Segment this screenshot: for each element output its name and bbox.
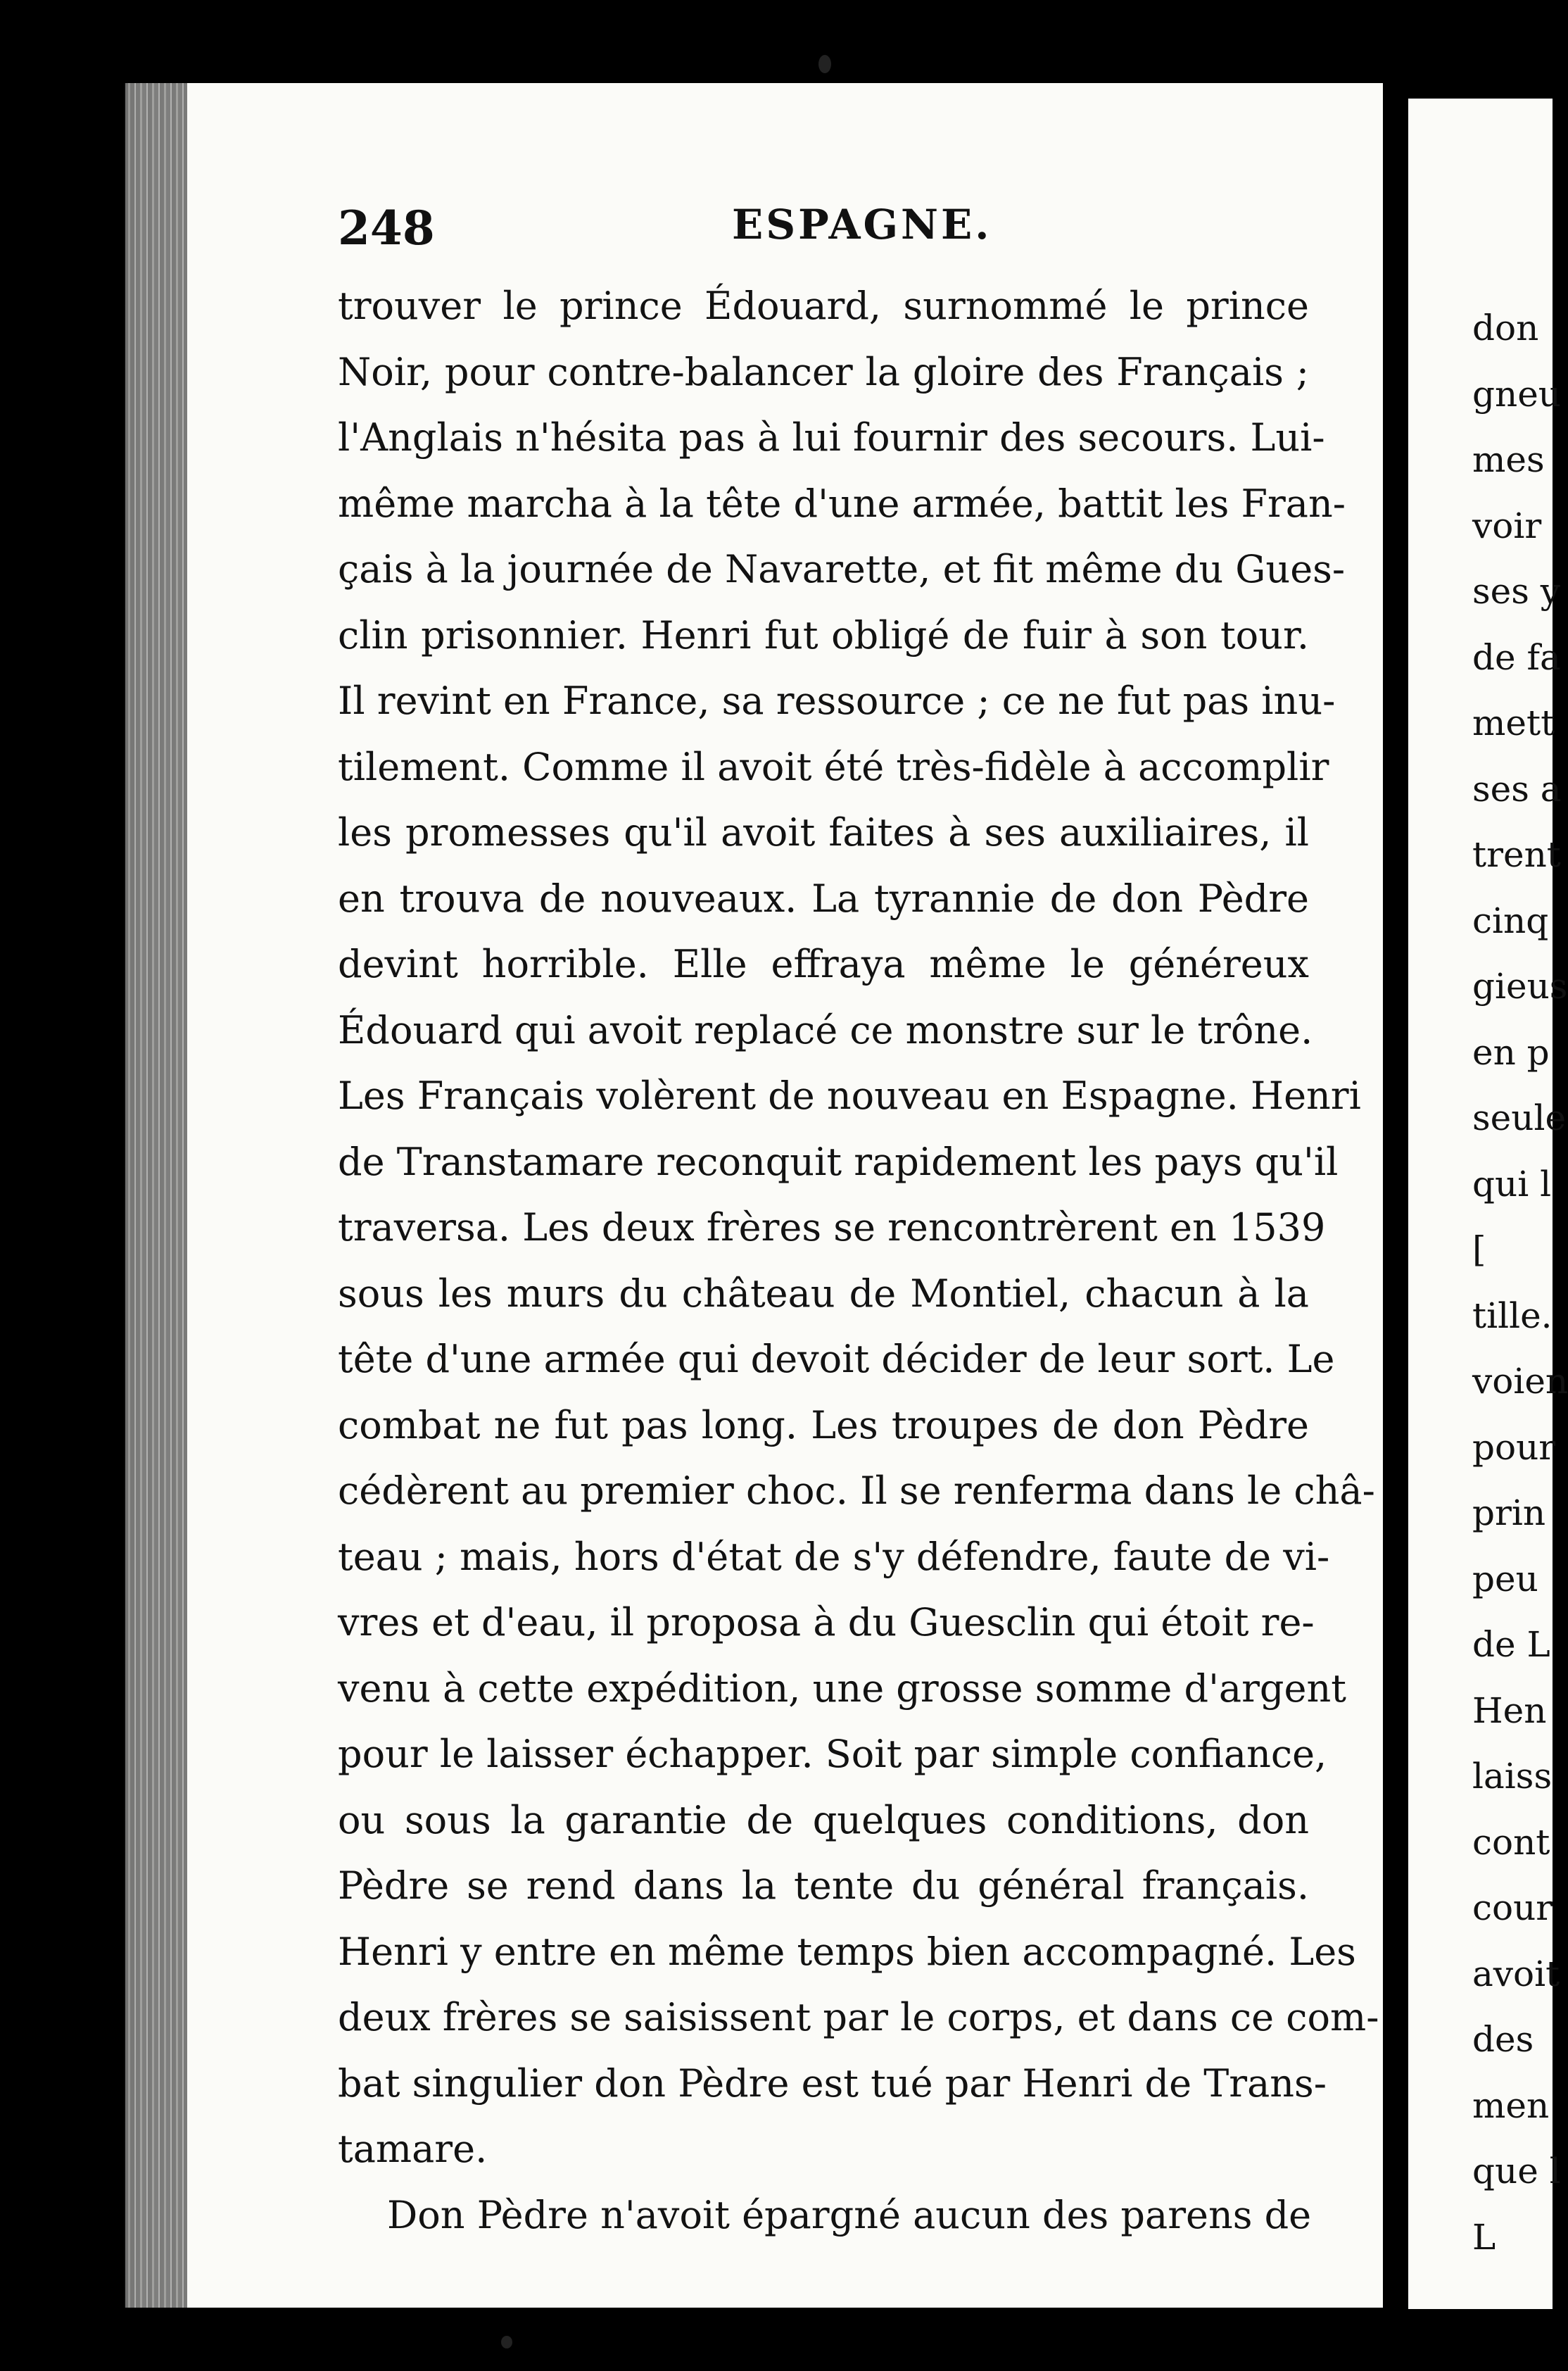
text-line: de L	[1472, 1624, 1550, 1665]
text-line: Il revint en France, sa ressource ; ce ne fut pas inu-	[338, 679, 1336, 723]
text-line: cont	[1472, 1821, 1550, 1863]
text-line: devint horrible. Elle effraya même le généreux	[338, 942, 1309, 986]
text-line: mes	[1472, 439, 1545, 480]
text-line: L	[1472, 2216, 1496, 2258]
text-line: de fa	[1472, 636, 1561, 678]
text-line: l'Anglais n'hésita pas à lui fournir des secours. Lui-	[338, 415, 1325, 460]
text-line: Don Pèdre n'avoit épargné aucun des parens de	[387, 2192, 1312, 2237]
right-page-body	[1472, 296, 1568, 2270]
text-line: en trouva de nouveaux. La tyrannie de don Pèdre	[338, 876, 1309, 921]
text-line: [	[1472, 1229, 1486, 1270]
text-line: combat ne fut pas long. Les troupes de don Pèdre	[338, 1402, 1309, 1447]
text-line: de Transtamare reconquit rapidement les pays qu'il	[338, 1139, 1339, 1184]
text-line: en p	[1472, 1031, 1550, 1073]
text-line: trouver le prince Édouard, surnommé le prince	[338, 284, 1309, 328]
text-line: Henri y entre en même temps bien accompagné. Les	[338, 1929, 1356, 1974]
text-line: tamare.	[338, 2127, 488, 2171]
text-line: gieus	[1472, 966, 1568, 1007]
text-line: les promesses qu'il avoit faites à ses auxiliaires, il	[338, 810, 1309, 855]
text-line: mett	[1472, 703, 1555, 743]
text-line: vres et d'eau, il proposa à du Guesclin qui étoit re-	[338, 1600, 1315, 1644]
text-line: çais à la journée de Navarette, et fit même du Gues-	[338, 547, 1346, 591]
text-line: ou sous la garantie de quelques conditions, don	[338, 1797, 1309, 1842]
text-line: même marcha à la tête d'une armée, battit les Fran-	[338, 481, 1346, 526]
text-line: trent	[1472, 834, 1561, 875]
book-spine-edge	[124, 83, 187, 2308]
text-line: teau ; mais, hors d'état de s'y défendre, faute de vi-	[338, 1534, 1330, 1579]
text-line: gneu	[1472, 373, 1562, 415]
ink-speck	[818, 55, 831, 73]
text-line: bat singulier don Pèdre est tué par Henri de Trans-	[338, 2061, 1327, 2106]
page-header	[338, 201, 1316, 264]
ink-speck	[501, 2336, 512, 2348]
text-line: voir	[1472, 505, 1542, 546]
text-line: Noir, pour contre-balancer la gloire des Français ;	[338, 349, 1309, 394]
text-line: deux frères se saisissent par le corps, et dans ce com-	[338, 1995, 1379, 2039]
text-line: voien	[1472, 1361, 1568, 1402]
text-line: Pèdre se rend dans la tente du général français.	[338, 1863, 1309, 1908]
text-line: tille.	[1472, 1295, 1553, 1336]
text-line: pour le laisser échapper. Soit par simple confiance,	[338, 1732, 1327, 1776]
text-line: tête d'une armée qui devoit décider de leur sort. Le	[338, 1337, 1335, 1381]
text-line: cédèrent au premier choc. Il se renferma dans le châ-	[338, 1468, 1375, 1513]
text-line: don	[1472, 308, 1539, 348]
text-line: peu	[1472, 1558, 1538, 1599]
text-line: prin	[1472, 1492, 1546, 1533]
text-line: Les Français volèrent de nouveau en Espagne. Henri	[338, 1074, 1361, 1118]
text-line: men	[1472, 2084, 1550, 2126]
page-number: 248	[338, 201, 435, 256]
text-line: traversa. Les deux frères se rencontrèrent en 1539	[338, 1205, 1326, 1250]
text-line: avoit	[1472, 1953, 1560, 1994]
text-line: des	[1472, 2019, 1534, 2060]
text-line: Hen	[1472, 1690, 1547, 1731]
text-line: seule	[1472, 1098, 1567, 1138]
text-line: clin prisonnier. Henri fut obligé de fuir à son tour.	[338, 612, 1309, 658]
text-line: cour	[1472, 1887, 1553, 1928]
page-gutter	[1383, 77, 1408, 2330]
text-line: laiss	[1472, 1756, 1553, 1797]
text-line: cinq	[1472, 900, 1549, 941]
text-line: venu à cette expédition, une grosse somme d'argent	[338, 1666, 1346, 1711]
text-line: ses a	[1472, 768, 1562, 810]
text-line: ses y	[1472, 571, 1561, 612]
left-page-body	[338, 273, 1379, 2248]
running-title: ESPAGNE.	[732, 201, 992, 249]
text-line: sous les murs du château de Montiel, chacun à la	[338, 1271, 1309, 1316]
text-line: que l	[1472, 2151, 1561, 2191]
text-line: tilement. Comme il avoit été très-fidèle à accomplir	[338, 744, 1329, 789]
text-line: qui l	[1472, 1163, 1552, 1205]
text-line: pour	[1472, 1426, 1556, 1468]
text-line: Édouard qui avoit replacé ce monstre sur le trône.	[338, 1007, 1313, 1052]
